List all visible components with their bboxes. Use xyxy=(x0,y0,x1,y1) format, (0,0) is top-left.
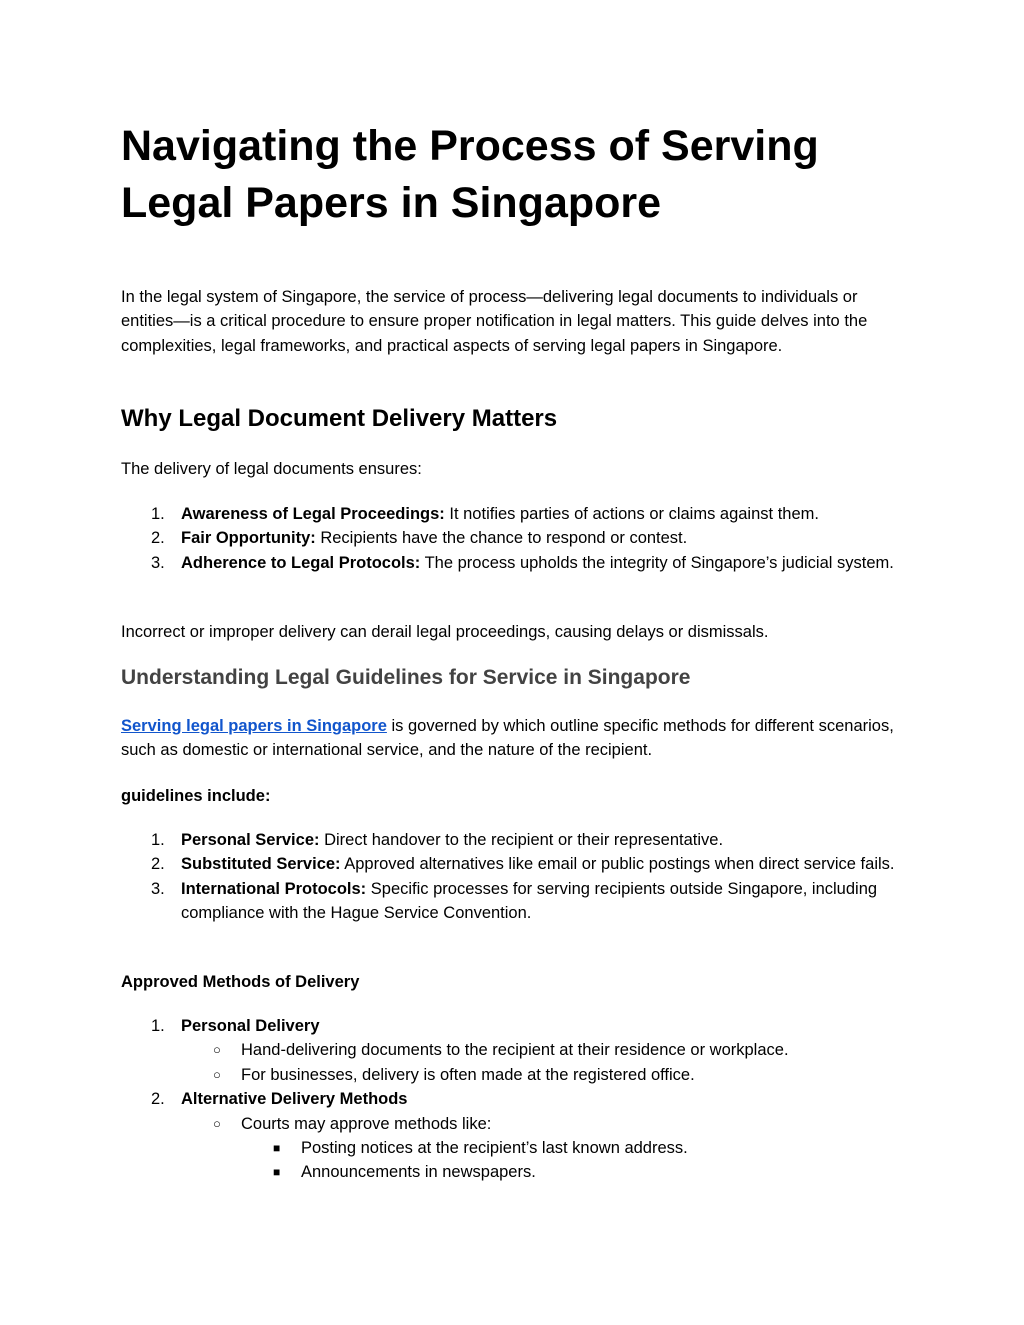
list-number: 3. xyxy=(151,879,165,898)
reasons-list xyxy=(121,502,911,575)
list-item-label: Personal Delivery xyxy=(181,1017,320,1035)
section-lead: The delivery of legal documents ensures: xyxy=(121,460,422,478)
list-item-label: Substituted Service: xyxy=(181,855,341,874)
nested-sub-list xyxy=(241,1136,911,1185)
list-item xyxy=(121,828,911,852)
list-item-text: Approved alternatives like email or public postings when direct service fails. xyxy=(340,855,895,874)
list-item xyxy=(121,877,911,926)
methods-list xyxy=(121,1014,911,1185)
list-item-text: Specific processes for serving recipients outside Singapore, including compliance with the Hague Service Convention. xyxy=(181,879,878,923)
list-item-label: Fair Opportunity: xyxy=(181,529,316,548)
hollow-circle-bullet-icon: ○ xyxy=(213,1066,221,1082)
closing-paragraph: Incorrect or improper delivery can derail legal proceedings, causing delays or dismissals. xyxy=(121,623,769,641)
sub-list-item xyxy=(181,1038,911,1062)
list-item-label: Alternative Delivery Methods xyxy=(181,1090,408,1109)
section-heading-guidelines: Understanding Legal Guidelines for Service in Singapore xyxy=(121,666,691,689)
document-title: Navigating the Process of Serving Legal Papers in Singapore xyxy=(121,122,819,227)
nested-list-item xyxy=(241,1160,911,1184)
sub-list xyxy=(181,1112,911,1185)
nested-list-item-text: Posting notices at the recipient’s last known address. xyxy=(301,1139,688,1158)
list-item-label: Personal Service: xyxy=(181,831,320,849)
square-bullet-icon: ■ xyxy=(273,1141,281,1156)
hollow-circle-bullet-icon: ○ xyxy=(213,1042,221,1058)
guidelines-paragraph xyxy=(121,714,911,763)
list-item-text: It notifies parties of actions or claims against them. xyxy=(444,505,819,523)
list-number: 1. xyxy=(151,831,165,849)
list-number: 2. xyxy=(151,529,165,548)
sub-list-item-text: Courts may approve methods like: xyxy=(241,1114,492,1133)
list-item-label: Adherence to Legal Protocols: xyxy=(181,553,421,572)
nested-list-item-text: Announcements in newspapers. xyxy=(301,1163,536,1182)
guidelines-list xyxy=(121,828,911,926)
sub-list-item xyxy=(181,1112,911,1185)
section-heading-why: Why Legal Document Delivery Matters xyxy=(121,405,558,432)
list-item xyxy=(121,1087,911,1185)
list-item-text: Direct handover to the recipient or their representative. xyxy=(319,831,724,849)
list-item xyxy=(121,1014,911,1087)
list-item xyxy=(121,526,911,550)
square-bullet-icon: ■ xyxy=(273,1165,281,1180)
list-number: 2. xyxy=(151,855,165,874)
hollow-circle-bullet-icon: ○ xyxy=(213,1115,221,1131)
list-item xyxy=(121,502,911,526)
sub-list-item-text: Hand-delivering documents to the recipient at their residence or workplace. xyxy=(241,1041,789,1060)
sub-list xyxy=(181,1038,911,1087)
list-item-text: The process upholds the integrity of Singapore’s judicial system. xyxy=(420,553,894,572)
list-number: 1. xyxy=(151,1017,165,1035)
section-heading-methods: Approved Methods of Delivery xyxy=(121,973,360,991)
list-item-label: International Protocols: xyxy=(181,879,367,898)
list-number: 3. xyxy=(151,553,165,572)
intro-paragraph: In the legal system of Singapore, the service of process—delivering legal documents to individuals or entities—is a critical procedure to ensure proper notification in legal matters. This guide delves into the complexities, legal frameworks, and practical aspects of serving legal papers in Singapore. xyxy=(121,288,868,355)
list-number: 1. xyxy=(151,505,165,523)
list-item-text: Recipients have the chance to respond or contest. xyxy=(315,529,688,548)
list-item-label: Awareness of Legal Proceedings: xyxy=(181,505,445,523)
sub-list-item xyxy=(181,1063,911,1087)
serving-legal-papers-link[interactable]: Serving legal papers in Singapore xyxy=(121,717,387,735)
list-item xyxy=(121,852,911,876)
guidelines-label: guidelines include: xyxy=(121,787,271,805)
nested-list-item xyxy=(241,1136,911,1160)
list-number: 2. xyxy=(151,1090,165,1109)
sub-list-item-text: For businesses, delivery is often made at the registered office. xyxy=(241,1065,695,1084)
list-item xyxy=(121,551,911,575)
guidelines-paragraph-text: is governed by which outline specific methods for different scenarios, such as domestic or international service, and the nature of the recipient. xyxy=(121,717,894,760)
